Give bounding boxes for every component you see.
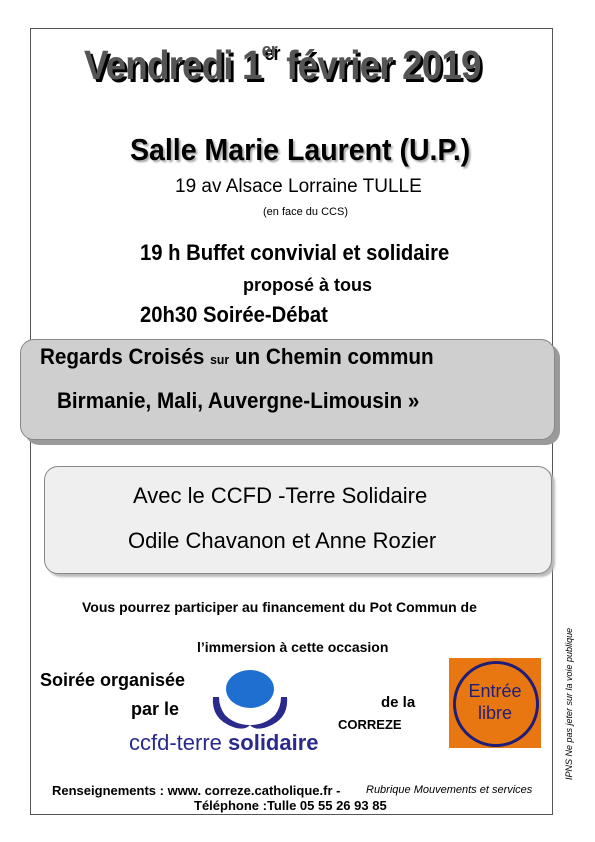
organizer-line-2: par le: [131, 699, 180, 719]
funding-line-2: l’immersion à cette occasion: [197, 639, 389, 655]
venue-name: Salle Marie Laurent (U.P.): [130, 132, 471, 167]
speakers-names: Odile Chavanon et Anne Rozier: [128, 528, 437, 553]
ccfd-brand-name: ccfd-terre solidaire: [129, 730, 319, 755]
info-line: Renseignements : www. correze.catholique.fr -: [52, 783, 341, 798]
event-date-title: Vendredi 1er février 2019: [84, 40, 481, 88]
venue-address: 19 av Alsace Lorraine TULLE: [175, 176, 422, 197]
funding-line-1: Vous pourrez participer au financement du Pot Commun de: [82, 599, 477, 615]
ipns-note: IPNS Ne pas jeter sur la voie publique: [564, 627, 574, 780]
organizer-of: de la: [381, 694, 416, 711]
buffet-line: 19 h Buffet convivial et solidaire: [140, 240, 450, 265]
organizer-region: CORREZE: [338, 717, 402, 732]
rubrique-line: Rubrique Mouvements et services: [366, 784, 533, 796]
free-entry-badge: [449, 658, 541, 748]
speakers-with: Avec le CCFD -Terre Solidaire: [133, 483, 428, 508]
debate-line: 20h30 Soirée-Débat: [140, 302, 328, 327]
theme-line-2: Birmanie, Mali, Auvergne-Limousin »: [57, 388, 420, 413]
ccfd-hands-logo-icon: [205, 667, 295, 735]
phone-line: Téléphone :Tulle 05 55 26 93 85: [194, 798, 387, 813]
for-all-line: proposé à tous: [243, 275, 373, 295]
badge-text: Entrée libre: [468, 681, 522, 723]
organizer-line-1: Soirée organisée: [40, 670, 186, 690]
theme-line-1: Regards Croisés sur un Chemin commun: [40, 344, 434, 369]
venue-note: (en face du CCS): [263, 206, 348, 218]
